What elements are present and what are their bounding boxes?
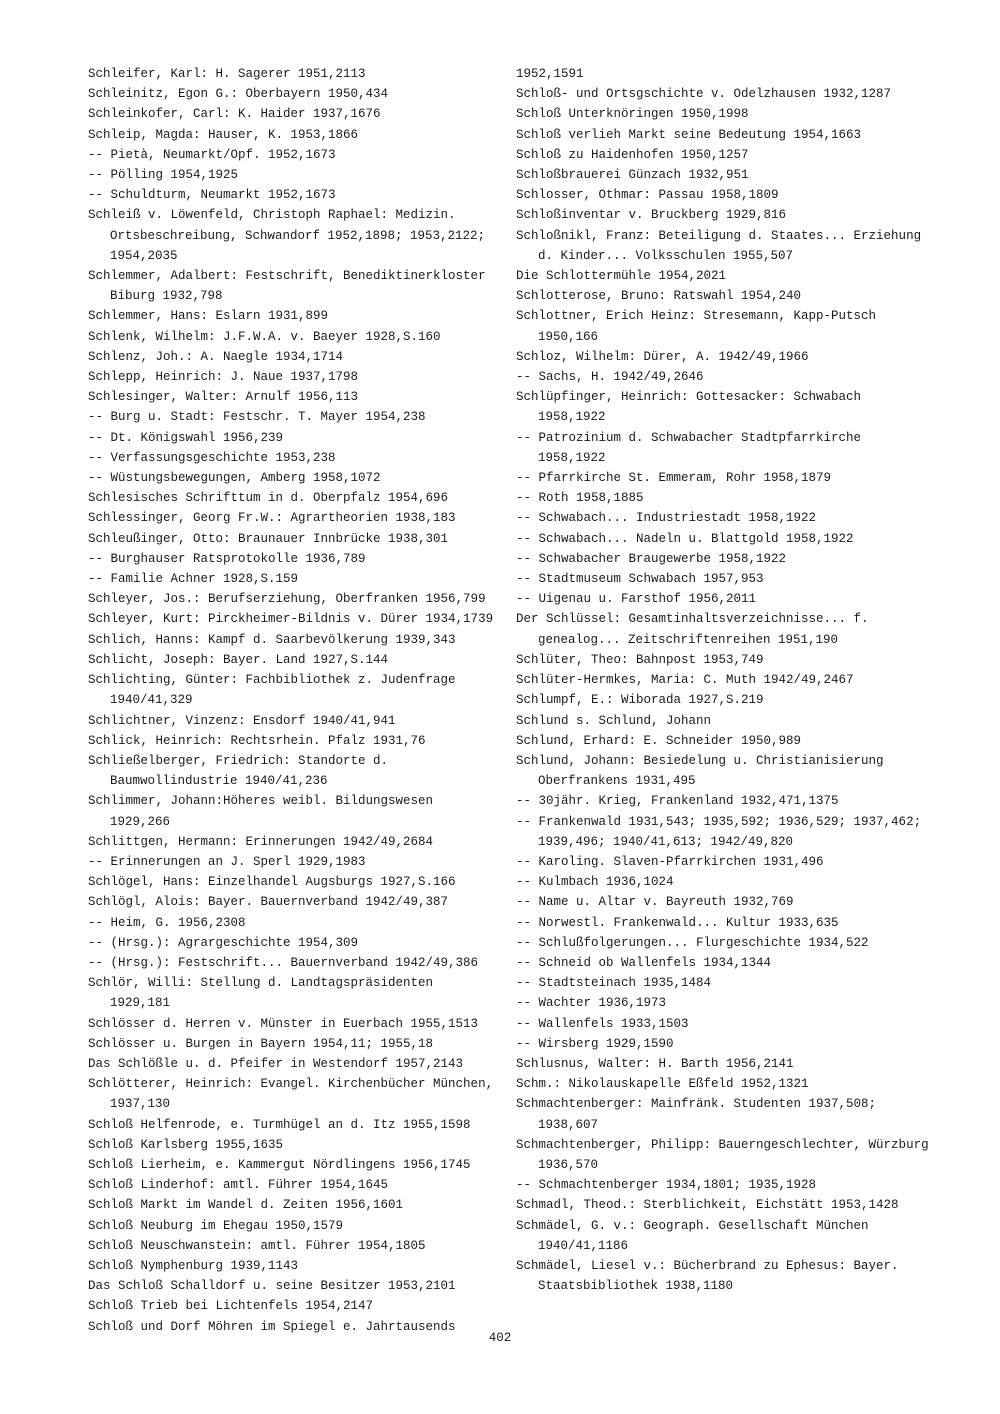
index-entry: -- Heim, G. 1956,2308	[88, 915, 246, 930]
index-entry: -- Pölling 1954,1925	[88, 168, 239, 183]
index-entry: -- Karoling. Slaven-Pfarrkirchen 1931,496	[516, 854, 824, 869]
index-entry: Schleip, Magda: Hauser, K. 1953,1866	[88, 127, 359, 142]
index-entry: Schleiß v. Löwenfeld, Christoph Raphael: Medizin. Ortsbeschreibung, Schwandorf 1952,1898; 1953,2122; 1954,2035	[88, 208, 486, 263]
index-entry: Schlör, Willi: Stellung d. Landtagspräsidenten 1929,181	[88, 976, 434, 1011]
index-entry: Schlepp, Heinrich: J. Naue 1937,1798	[88, 370, 359, 385]
index-entry: Schmädel, G. v.: Geograph. Gesellschaft München 1940/41,1186	[516, 1218, 869, 1253]
left-column	[88, 64, 498, 1337]
index-entry: Schloß Helfenrode, e. Turmhügel an d. Itz 1955,1598	[88, 1117, 471, 1132]
index-entry: Die Schlottermühle 1954,2021	[516, 269, 727, 284]
index-entry: Schlösser d. Herren v. Münster in Euerbach 1955,1513	[88, 1016, 479, 1031]
index-entry: Schleyer, Jos.: Berufserziehung, Oberfranken 1956,799	[88, 592, 486, 607]
index-entry: -- Frankenwald 1931,543; 1935,592; 1936,529; 1937,462; 1939,496; 1940/41,613; 1942/49,820	[516, 814, 922, 849]
index-entry: Schlosser, Othmar: Passau 1958,1809	[516, 188, 779, 203]
index-entry: -- Burghauser Ratsprotokolle 1936,789	[88, 551, 366, 566]
index-entry: Schloß zu Haidenhofen 1950,1257	[516, 147, 749, 162]
index-entry: Schloß- und Ortsgschichte v. Odelzhausen 1932,1287	[516, 87, 892, 102]
index-entry: Schloß Lierheim, e. Kammergut Nördlingens 1956,1745	[88, 1157, 471, 1172]
index-entry: Schlick, Heinrich: Rechtsrhein. Pfalz 1931,76	[88, 733, 426, 748]
index-entry: -- (Hrsg.): Festschrift... Bauernverband 1942/49,386	[88, 955, 479, 970]
index-entry: -- Uigenau u. Farsthof 1956,2011	[516, 592, 757, 607]
index-entry: -- Schwabach... Nadeln u. Blattgold 1958,1922	[516, 531, 854, 546]
index-entry: -- Pfarrkirche St. Emmeram, Rohr 1958,1879	[516, 471, 832, 486]
index-entry: -- Name u. Altar v. Bayreuth 1932,769	[516, 895, 794, 910]
index-entry: Schleinkofer, Carl: K. Haider 1937,1676	[88, 107, 381, 122]
index-entry: Schlenk, Wilhelm: J.F.W.A. v. Baeyer 1928,S.160	[88, 329, 441, 344]
index-entry: Schließelberger, Friedrich: Standorte d. Baumwollindustrie 1940/41,236	[88, 753, 389, 789]
index-entry: Schloß Unterknöringen 1950,1998	[516, 107, 749, 122]
index-entry: Schlottner, Erich Heinz: Stresemann, Kapp-Putsch 1950,166	[516, 309, 877, 344]
index-entry: Schlumpf, E.: Wiborada 1927,S.219	[516, 693, 764, 708]
index-entry: Schlögel, Hans: Einzelhandel Augsburgs 1927,S.166	[88, 875, 456, 890]
index-entry: Schlusnus, Walter: H. Barth 1956,2141	[516, 1056, 794, 1071]
index-entry: Das Schlößle u. d. Pfeifer in Westendorf 1957,2143	[88, 1056, 464, 1071]
index-entry: Schleifer, Karl: H. Sagerer 1951,2113	[88, 67, 366, 81]
index-entry: -- Familie Achner 1928,S.159	[88, 572, 299, 587]
index-entry: Schloß Linderhof: amtl. Führer 1954,1645	[88, 1178, 389, 1193]
index-entry: Schlüpfinger, Heinrich: Gottesacker: Schwabach 1958,1922	[516, 390, 862, 425]
index-entry: -- Roth 1958,1885	[516, 491, 644, 506]
index-entry: Schloßbrauerei Günzach 1932,951	[516, 168, 749, 183]
index-entry: -- Sachs, H. 1942/49,2646	[516, 370, 704, 385]
index-entry: -- Norwestl. Frankenwald... Kultur 1933,635	[516, 915, 839, 930]
index-entry: Schmädel, Liesel v.: Bücherbrand zu Ephesus: Bayer. Staatsbibliothek 1938,1180	[516, 1258, 899, 1294]
index-entry: -- Schlußfolgerungen... Flurgeschichte 1934,522	[516, 935, 869, 950]
index-entry: Schlimmer, Johann:Höheres weibl. Bildungswesen 1929,266	[88, 794, 434, 829]
index-entry: -- Schmachtenberger 1934,1801; 1935,1928	[516, 1178, 817, 1193]
index-entry: -- Stadtsteinach 1935,1484	[516, 976, 712, 991]
index-entry: Schlund, Johann: Besiedelung u. Christianisierung Oberfrankens 1931,495	[516, 753, 884, 789]
index-entry: Schloß und Dorf Möhren im Spiegel e. Jahrtausends	[88, 1319, 456, 1334]
index-entry: Schloß Neuschwanstein: amtl. Führer 1954,1805	[88, 1238, 426, 1253]
index-entry: Schlötterer, Heinrich: Evangel. Kirchenbücher München, 1937,130	[88, 1077, 494, 1112]
index-entry: Schmadl, Theod.: Sterblichkeit, Eichstätt 1953,1428	[516, 1198, 899, 1213]
index-entry: Schlund s. Schlund, Johann	[516, 713, 712, 728]
index-entry: -- Schwabacher Braugewerbe 1958,1922	[516, 551, 787, 566]
index-entry: Schlüter-Hermkes, Maria: C. Muth 1942/49,2467	[516, 673, 854, 688]
index-entry: 1952,1591	[516, 67, 584, 81]
index-entry: Schloßinventar v. Bruckberg 1929,816	[516, 208, 787, 223]
index-entry: -- Schwabach... Industriestadt 1958,1922	[516, 511, 817, 526]
right-column	[516, 64, 932, 1296]
index-entry: -- Wallenfels 1933,1503	[516, 1016, 689, 1031]
index-entry: Schlotterose, Bruno: Ratswahl 1954,240	[516, 289, 802, 304]
index-entry: Schloß Trieb bei Lichtenfels 1954,2147	[88, 1299, 374, 1314]
index-entry: Schlemmer, Hans: Eslarn 1931,899	[88, 309, 329, 324]
index-entry: -- Pietà, Neumarkt/Opf. 1952,1673	[88, 147, 336, 162]
index-entry: Schlich, Hanns: Kampf d. Saarbevölkerung 1939,343	[88, 632, 456, 647]
index-entry: Schlenz, Joh.: A. Naegle 1934,1714	[88, 349, 344, 364]
index-entry: -- Erinnerungen an J. Sperl 1929,1983	[88, 854, 366, 869]
index-entry: -- Dt. Königswahl 1956,239	[88, 430, 284, 445]
index-entry: -- (Hrsg.): Agrargeschichte 1954,309	[88, 935, 359, 950]
index-entry: Schlund, Erhard: E. Schneider 1950,989	[516, 733, 802, 748]
index-entry: Schmachtenberger: Mainfränk. Studenten 1937,508; 1938,607	[516, 1097, 877, 1132]
index-entry: -- Verfassungsgeschichte 1953,238	[88, 450, 336, 465]
index-entry: Schlesisches Schrifttum in d. Oberpfalz 1954,696	[88, 491, 449, 506]
index-entry: Schlichting, Günter: Fachbibliothek z. Judenfrage 1940/41,329	[88, 673, 456, 708]
index-entry: -- Stadtmuseum Schwabach 1957,953	[516, 572, 764, 587]
index-entry: -- Burg u. Stadt: Festschr. T. Mayer 1954,238	[88, 410, 426, 425]
index-entry: Das Schloß Schalldorf u. seine Besitzer 1953,2101	[88, 1279, 456, 1294]
index-entry: Der Schlüssel: Gesamtinhaltsverzeichnisse... f. genealog... Zeitschriftenreihen 1951,190	[516, 612, 869, 647]
index-entry: Schmachtenberger, Philipp: Bauerngeschlechter, Würzburg 1936,570	[516, 1137, 929, 1172]
index-entry: Schloß Markt im Wandel d. Zeiten 1956,1601	[88, 1198, 404, 1213]
index-entry: -- Wüstungsbewegungen, Amberg 1958,1072	[88, 471, 381, 486]
page-number: 402	[488, 1331, 512, 1345]
index-entry: Schlögl, Alois: Bayer. Bauernverband 1942/49,387	[88, 895, 449, 910]
index-entry: -- Patrozinium d. Schwabacher Stadtpfarrkirche 1958,1922	[516, 430, 862, 465]
index-entry: Schm.: Nikolauskapelle Eßfeld 1952,1321	[516, 1077, 809, 1092]
index-entry: Schlesinger, Walter: Arnulf 1956,113	[88, 390, 359, 405]
index-entry: Schloß Karlsberg 1955,1635	[88, 1137, 284, 1152]
index-entry: -- Schuldturm, Neumarkt 1952,1673	[88, 188, 336, 203]
index-entry: Schloß Nymphenburg 1939,1143	[88, 1258, 299, 1273]
index-entry: -- 30jähr. Krieg, Frankenland 1932,471,1375	[516, 794, 839, 809]
index-entry: Schleußinger, Otto: Braunauer Innbrücke 1938,301	[88, 531, 449, 546]
index-entry: Schloßnikl, Franz: Beteiligung d. Staates... Erziehung d. Kinder... Volksschulen 1955,507	[516, 228, 922, 263]
index-entry: -- Wirsberg 1929,1590	[516, 1036, 674, 1051]
index-entry: Schloß Neuburg im Ehegau 1950,1579	[88, 1218, 344, 1233]
index-entry: Schlessinger, Georg Fr.W.: Agrartheorien 1938,183	[88, 511, 456, 526]
index-entry: -- Wachter 1936,1973	[516, 996, 667, 1011]
index-entry: Schleyer, Kurt: Pirckheimer-Bildnis v. Dürer 1934,1739	[88, 612, 494, 627]
index-entry: Schloß verlieh Markt seine Bedeutung 1954,1663	[516, 127, 862, 142]
index-entry: Schleinitz, Egon G.: Oberbayern 1950,434	[88, 87, 389, 102]
index-entry: Schloz, Wilhelm: Dürer, A. 1942/49,1966	[516, 349, 809, 364]
index-entry: Schlemmer, Adalbert: Festschrift, Benediktinerkloster Biburg 1932,798	[88, 269, 486, 304]
index-entry: Schlösser u. Burgen in Bayern 1954,11; 1955,18	[88, 1036, 434, 1051]
index-entry: -- Schneid ob Wallenfels 1934,1344	[516, 955, 772, 970]
index-entry: Schlicht, Joseph: Bayer. Land 1927,S.144	[88, 652, 389, 667]
index-entry: Schlüter, Theo: Bahnpost 1953,749	[516, 652, 764, 667]
index-entry: -- Kulmbach 1936,1024	[516, 875, 674, 890]
index-entry: Schlittgen, Hermann: Erinnerungen 1942/49,2684	[88, 834, 434, 849]
index-entry: Schlichtner, Vinzenz: Ensdorf 1940/41,941	[88, 713, 396, 728]
